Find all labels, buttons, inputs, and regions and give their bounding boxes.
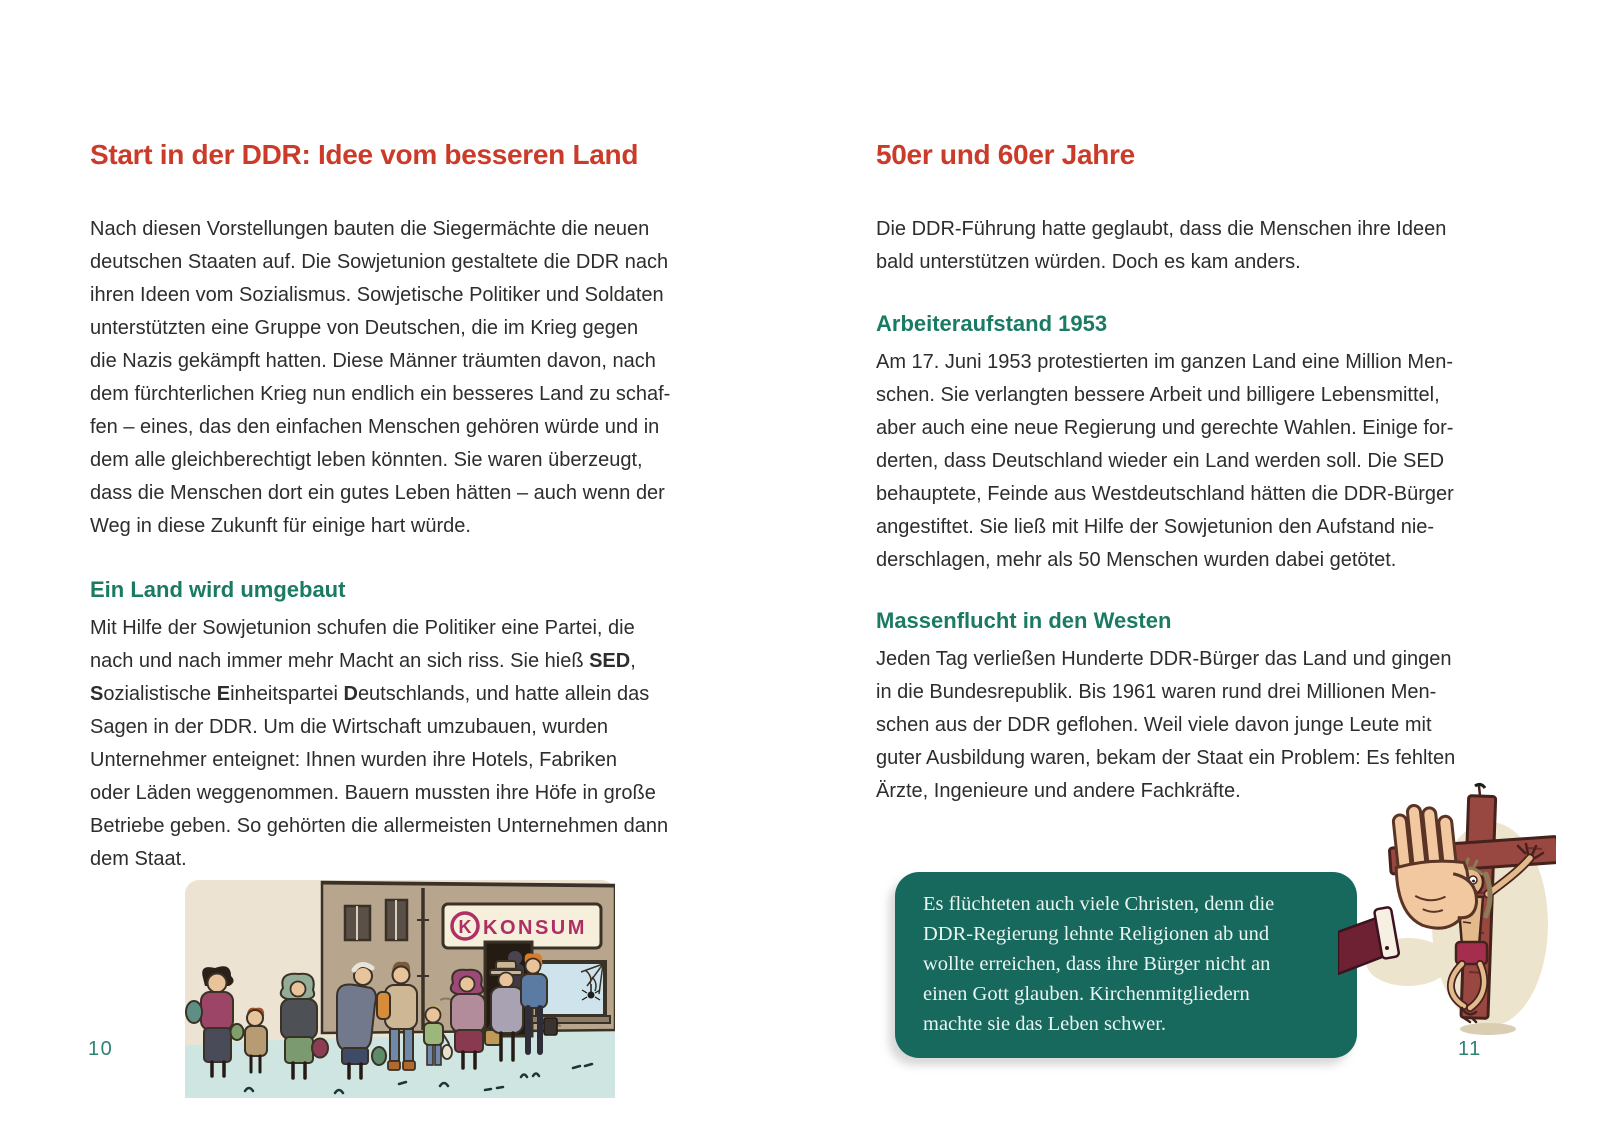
- text-line: Weg in diese Zukunft für einige hart würde.: [90, 515, 471, 537]
- spider: [588, 992, 595, 999]
- konsum-logo-letter: K: [458, 917, 472, 937]
- text-line: in die Bundesrepublik. Bis 1961 waren rund drei Millionen Men-: [876, 681, 1437, 703]
- section-heading: Ein Land wird umgebaut: [90, 577, 346, 602]
- text-line: oder Läden weggenommen. Bauern mussten ihre Höfe in große: [90, 782, 656, 804]
- text-line: behauptete, Feinde aus Westdeutschland hätten die DDR-Bürger: [876, 483, 1454, 505]
- text-line: Unternehmer enteignet: Ihnen wurden ihre Hotels, Fabriken: [90, 749, 617, 771]
- text-line: Ärzte, Ingenieure und andere Fachkräfte.: [876, 780, 1241, 802]
- stop-hand-crucifix-illustration: [1338, 782, 1556, 1050]
- text-line: bald unterstützen würden. Doch es kam anders.: [876, 251, 1301, 273]
- text-line: die Nazis gekämpft hatten. Diese Männer träumten davon, nach: [90, 350, 656, 372]
- body-paragraph: [876, 213, 1446, 279]
- text-line: Die DDR-Führung hatte geglaubt, dass die Menschen ihre Ideen: [876, 218, 1447, 240]
- text-line: Nach diesen Vorstellungen bauten die Siegermächte die neuen: [90, 218, 650, 240]
- body-paragraph: [876, 346, 1454, 577]
- text-line: nach und nach immer mehr Macht an sich riss. Sie hieß SED,: [90, 650, 636, 672]
- text-line: Betriebe geben. So gehörten die allermeisten Unternehmen dann: [90, 815, 669, 837]
- text-line: machte sie das Leben schwer.: [923, 1013, 1167, 1035]
- text-line: deutschen Staaten auf. Die Sowjetunion gestaltete die DDR nach: [90, 251, 669, 273]
- text-line: angestiftet. Sie ließ mit Hilfe der Sowjetunion den Aufstand nie-: [876, 516, 1435, 538]
- body-paragraph: [90, 612, 668, 876]
- text-line: Am 17. Juni 1953 protestierten im ganzen Land eine Million Men-: [876, 351, 1453, 373]
- text-line: schen aus der DDR geflohen. Weil viele davon junge Leute mit: [876, 714, 1432, 736]
- text-line: Mit Hilfe der Sowjetunion schufen die Politiker eine Partei, die: [90, 617, 635, 639]
- text-line: aber auch eine neue Regierung und gerechte Wahlen. Einige for-: [876, 417, 1454, 439]
- text-line: derschlagen, mehr als 50 Menschen wurden dabei getötet.: [876, 549, 1397, 571]
- text-line: DDR-Regierung lehnte Religionen ab und: [923, 923, 1270, 945]
- text-line: dem alle gleichberechtigt leben könnten. Sie waren überzeugt,: [90, 449, 643, 471]
- konsum-sign-text: KONSUM: [483, 917, 587, 939]
- section-heading: Arbeiteraufstand 1953: [876, 311, 1108, 336]
- text-line: schen. Sie verlangten bessere Arbeit und billigere Lebensmittel,: [876, 384, 1440, 406]
- text-line: wollte erreichen, dass ihre Bürger nicht an: [923, 953, 1271, 975]
- text-line: guter Ausbildung waren, bekam der Staat ein Problem: Es fehlten: [876, 747, 1456, 769]
- page-number: 11: [1458, 1038, 1482, 1060]
- queue-konsum-illustration: [185, 880, 615, 1098]
- section-heading: Massenflucht in den Westen: [876, 608, 1172, 633]
- info-box: [895, 872, 1357, 1058]
- page-title: Start in der DDR: Idee vom besseren Land: [90, 139, 639, 170]
- text-line: dass die Menschen dort ein gutes Leben hätten – auch wenn der: [90, 482, 665, 504]
- text-line: fen – eines, das den einfachen Menschen gehören würde und in: [90, 416, 660, 438]
- text-line: Sozialistische Einheitspartei Deutschlands, und hatte allein das: [90, 683, 650, 705]
- text-line: Jeden Tag verließen Hunderte DDR-Bürger das Land und gingen: [876, 648, 1452, 670]
- text-line: dem Staat.: [90, 848, 187, 870]
- page-title: 50er und 60er Jahre: [876, 139, 1135, 170]
- text-line: Sagen in der DDR. Um die Wirtschaft umzubauen, wurden: [90, 716, 609, 738]
- text-line: unterstützten eine Gruppe von Deutschen, die im Krieg gegen: [90, 317, 639, 339]
- text-line: einen Gott glauben. Kirchenmitgliedern: [923, 983, 1250, 1005]
- text-line: ihren Ideen vom Sozialismus. Sowjetische Politiker und Soldaten: [90, 284, 664, 306]
- text-line: derten, dass Deutschland wieder ein Land werden soll. Die SED: [876, 450, 1445, 472]
- page-number: 10: [88, 1038, 114, 1060]
- text-line: Es flüchteten auch viele Christen, denn die: [923, 893, 1275, 915]
- text-line: dem fürchterlichen Krieg nun endlich ein besseres Land zu schaf-: [90, 383, 671, 405]
- body-paragraph: [90, 213, 670, 543]
